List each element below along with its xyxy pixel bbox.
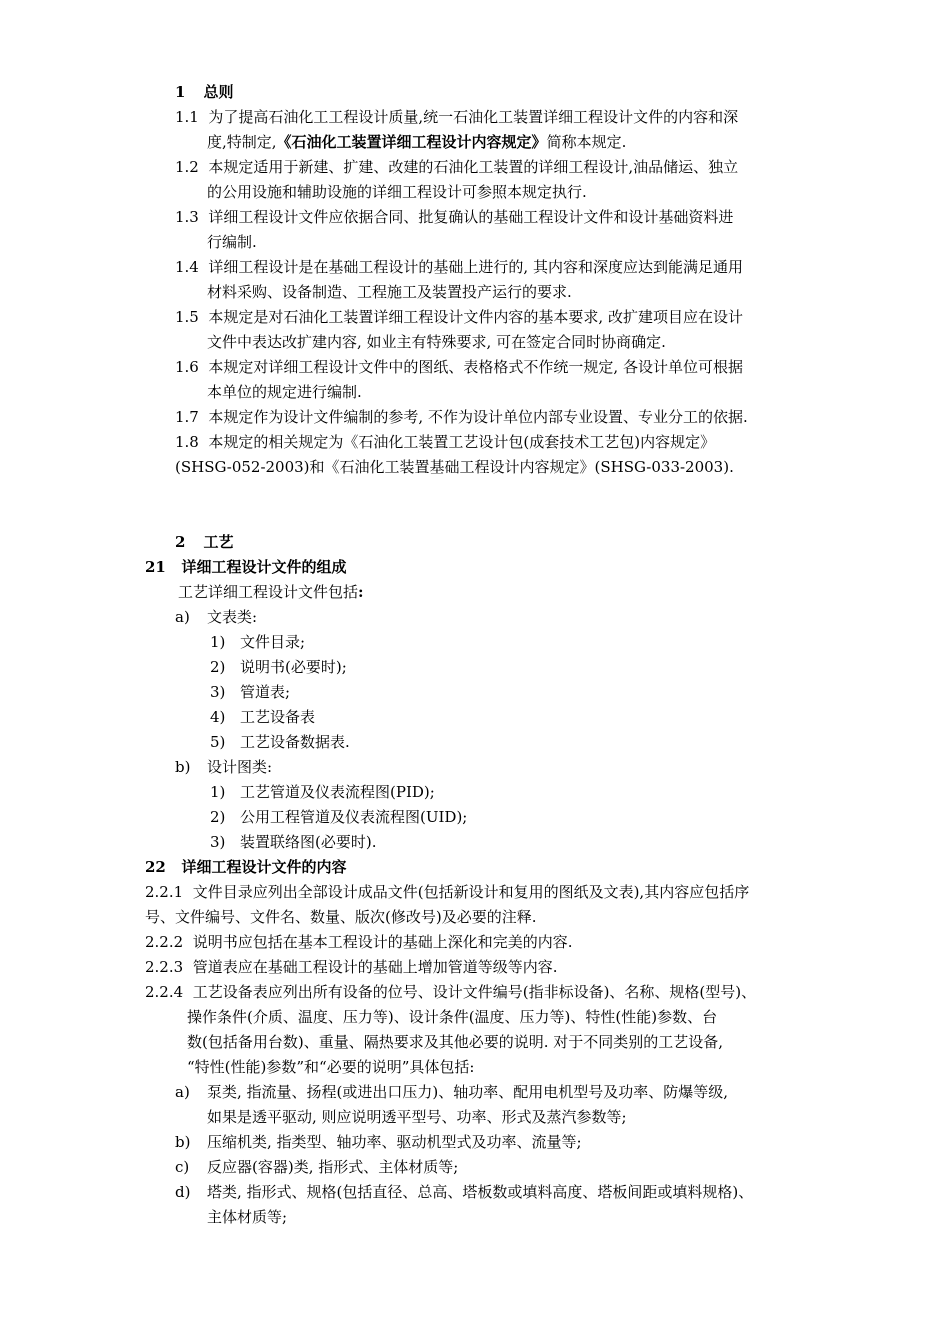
list-label: a) [175, 608, 190, 626]
sub-list-number: 2) [210, 658, 226, 676]
clause-1-6-cont: 本单位的规定进行编制. [207, 383, 362, 401]
sub-list-text: 管道表; [240, 683, 291, 701]
clause-1-5 [175, 307, 743, 327]
clause-text: 详细工程设计文件应依据合同、批复确认的基础工程设计文件和设计基础资料进 [208, 208, 734, 226]
clause-number: 1.5 [175, 308, 199, 326]
clause-1-4-cont: 材料采购、设备制造、工程施工及装置投产运行的要求. [207, 283, 572, 301]
detail-item-d [175, 1182, 753, 1202]
clause-1-4 [175, 257, 743, 277]
subsection-21-heading [145, 557, 347, 577]
clause-text: 本规定是对石油化工装置详细工程设计文件内容的基本要求, 改扩建项目应在设计 [208, 308, 743, 326]
clause-1-3-cont: 行编制. [207, 233, 257, 251]
sub-list-number: 5) [210, 733, 226, 751]
clause-2-2-4 [145, 982, 756, 1002]
clause-number: 1.7 [175, 408, 199, 426]
detail-item-a-cont: 如果是透平驱动, 则应说明透平型号、功率、形式及蒸汽参数等; [207, 1108, 627, 1126]
sub-list-text: 工艺设备表 [240, 708, 316, 726]
clause-2-2-1 [145, 882, 749, 902]
clause-number: 2.2.4 [145, 983, 184, 1001]
list-text: 泵类, 指流量、扬程(或进出口压力)、轴功率、配用电机型号及功率、防爆等级, [207, 1083, 729, 1101]
sub-list-text: 文件目录; [240, 633, 306, 651]
section-number: 1 [175, 83, 186, 101]
clause-number: 1.3 [175, 208, 199, 226]
document-title-bold: 《石油化工装置详细工程设计内容规定》 [276, 133, 547, 151]
detail-item-a [175, 1082, 728, 1102]
list-text: 压缩机类, 指类型、轴功率、驱动机型式及功率、流量等; [207, 1133, 582, 1151]
clause-text: 详细工程设计是在基础工程设计的基础上进行的, 其内容和深度应达到能满足通用 [208, 258, 743, 276]
clause-number: 1.2 [175, 158, 199, 176]
clause-number: 1.8 [175, 433, 199, 451]
list-label: d) [175, 1183, 191, 1201]
detail-item-b [175, 1132, 582, 1152]
clause-1-7 [175, 407, 748, 427]
clause-2-2-4-cont: 操作条件(介质、温度、压力等)、设计条件(温度、压力等)、特性(性能)参数、台 [187, 1008, 718, 1026]
list-label: c) [175, 1158, 190, 1176]
clause-number: 2.2.1 [145, 883, 184, 901]
sub-list-item [210, 807, 467, 827]
list-text: 设计图类: [207, 758, 273, 776]
detail-item-d-cont: 主体材质等; [207, 1208, 288, 1226]
clause-text: 为了提高石油化工工程设计质量,统一石油化工装置详细工程设计文件的内容和深 [208, 108, 739, 126]
section-1-heading [175, 82, 233, 102]
section-title: 总则 [203, 83, 234, 101]
clause-text: 本规定的相关规定为《石油化工装置工艺设计包(成套技术工艺包)内容规定》 [208, 433, 716, 451]
subsection-22-heading [145, 857, 347, 877]
clause-2-2-4-cont: “特性(性能)参数”和“必要的说明”具体包括: [187, 1058, 475, 1076]
list-text: 反应器(容器)类, 指形式、主体材质等; [207, 1158, 459, 1176]
composition-intro [178, 582, 364, 602]
sub-list-number: 2) [210, 808, 226, 826]
subsection-number: 22 [145, 858, 166, 876]
clause-text: 管道表应在基础工程设计的基础上增加管道等级等内容. [192, 958, 558, 976]
sub-list-text: 工艺管道及仪表流程图(PID); [240, 783, 435, 801]
detail-item-c [175, 1157, 458, 1177]
list-text: 文表类: [207, 608, 258, 626]
list-text: 塔类, 指形式、规格(包括直径、总高、塔板数或填料高度、塔板间距或填料规格)、 [207, 1183, 754, 1201]
clause-1-8-cont: (SHSG-052-2003)和《石油化工装置基础工程设计内容规定》(SHSG-033-2003). [175, 458, 734, 476]
sub-list-text: 工艺设备数据表. [240, 733, 350, 751]
clause-1-1 [175, 107, 738, 127]
sub-list-text: 公用工程管道及仪表流程图(UID); [240, 808, 468, 826]
list-label: b) [175, 758, 191, 776]
clause-1-2-cont: 的公用设施和辅助设施的详细工程设计可参照本规定执行. [207, 183, 587, 201]
subsection-title: 详细工程设计文件的内容 [181, 858, 347, 876]
section-title: 工艺 [203, 533, 234, 551]
clause-1-5-cont: 文件中表达改扩建内容, 如业主有特殊要求, 可在签定合同时协商确定. [207, 333, 666, 351]
clause-number: 2.2.3 [145, 958, 184, 976]
clause-1-2 [175, 157, 738, 177]
sub-list-item [210, 682, 290, 702]
sub-list-item [210, 657, 347, 677]
clause-text: 本规定作为设计文件编制的参考, 不作为设计单位内部专业设置、专业分工的依据. [208, 408, 748, 426]
sub-list-number: 1) [210, 633, 226, 651]
sub-list-number: 3) [210, 833, 226, 851]
sub-list-text: 装置联络图(必要时). [240, 833, 377, 851]
subsection-title: 详细工程设计文件的组成 [181, 558, 347, 576]
section-2-heading [175, 532, 233, 552]
sub-list-number: 4) [210, 708, 226, 726]
clause-number: 1.6 [175, 358, 199, 376]
intro-colon: : [358, 583, 364, 601]
section-number: 2 [175, 533, 186, 551]
sub-list-item [210, 782, 435, 802]
clause-2-2-1-cont: 号、文件编号、文件名、数量、版次(修改号)及必要的注释. [145, 908, 537, 926]
clause-2-2-3 [145, 957, 558, 977]
sub-list-text: 说明书(必要时); [240, 658, 347, 676]
intro-text: 工艺详细工程设计文件包括 [178, 583, 359, 601]
clause-1-8 [175, 432, 715, 452]
sub-list-item [210, 732, 350, 752]
sub-list-item [210, 707, 315, 727]
clause-number: 1.4 [175, 258, 199, 276]
clause-number: 2.2.2 [145, 933, 184, 951]
subsection-number: 21 [145, 558, 166, 576]
clause-text: 本规定适用于新建、扩建、改建的石油化工装置的详细工程设计,油品储运、独立 [208, 158, 739, 176]
clause-text: 本规定对详细工程设计文件中的图纸、表格格式不作统一规定, 各设计单位可根据 [208, 358, 743, 376]
clause-number: 1.1 [175, 108, 199, 126]
clause-text: 说明书应包括在基本工程设计的基础上深化和完美的内容. [192, 933, 573, 951]
list-label: a) [175, 1083, 190, 1101]
clause-1-3 [175, 207, 733, 227]
sub-list-item [210, 632, 305, 652]
clause-2-2-4-cont: 数(包括备用台数)、重量、隔热要求及其他必要的说明. 对于不同类别的工艺设备, [187, 1033, 724, 1051]
sub-list-number: 1) [210, 783, 226, 801]
sub-list-item [210, 832, 376, 852]
list-item-b [175, 757, 272, 777]
clause-text: 文件目录应列出全部设计成品文件(包括新设计和复用的图纸及文表),其内容应包括序 [192, 883, 750, 901]
clause-text: 度,特制定, [207, 133, 277, 151]
clause-2-2-2 [145, 932, 573, 952]
list-label: b) [175, 1133, 191, 1151]
clause-text: 简称本规定. [546, 133, 627, 151]
sub-list-number: 3) [210, 683, 226, 701]
clause-1-6 [175, 357, 743, 377]
clause-1-1-cont [207, 132, 626, 152]
clause-text: 工艺设备表应列出所有设备的位号、设计文件编号(指非标设备)、名称、规格(型号)、 [192, 983, 757, 1001]
list-item-a [175, 607, 257, 627]
